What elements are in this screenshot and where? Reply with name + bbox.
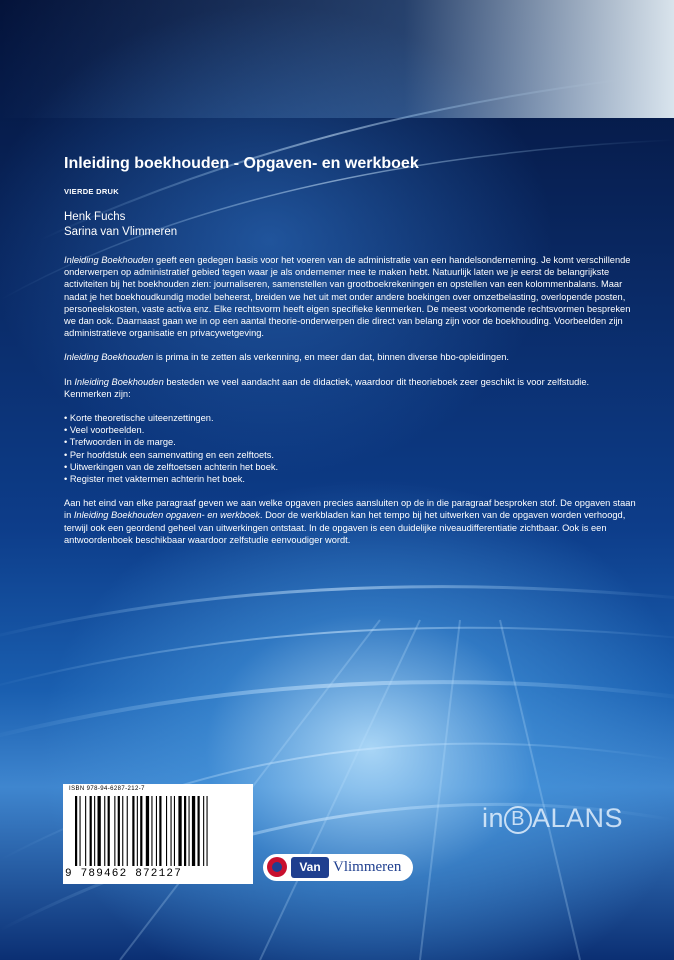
blurb-paragraph [64,376,636,400]
series-logo [482,803,623,834]
author-name: Henk Fuchs [64,211,126,223]
barcode-bar [104,796,105,866]
feature-item: • Korte theoretische uiteenzettingen. [64,412,636,424]
barcode-bar [75,796,77,866]
barcode-bar [146,796,149,866]
paragraph-text: . Door de werkbladen kan het tempo bij het uitwerken van de opgaven worden verhoogd, terwijl ook een geordend geheel van uitwerkingen ontstaat. In de opgaven is een duidelijke niveaudifferentiatie zichtbaar. Ook is een antwoordenboek beschikbaar waardoor zelfstudie eenvoudiger wordt. [64,510,626,545]
blurb-paragraph [64,497,636,546]
barcode-bar [174,796,175,866]
paragraph-text: In [64,376,75,387]
publisher-emblem-icon [267,857,287,877]
isbn-digits: 9 789462 872127 [65,868,183,880]
barcode-bar [98,796,101,866]
barcode-bar [192,796,195,866]
barcode-bar [166,796,167,866]
barcode-bars [75,796,245,866]
series-logo-b-circle: B [504,806,532,834]
barcode-bar [178,796,181,866]
isbn-label: ISBN 978-94-6287-212-7 [69,786,145,792]
paragraph-text: is prima in te zetten als verkenning, en meer dan dat, binnen diverse hbo-opleidingen. [153,352,510,363]
paragraph-text: besteden we veel aandacht aan de didactiek, waardoor dit theorieboek zeer geschikt is voor zelfstudie. Kenmerken zijn: [64,376,590,399]
blurb [64,254,636,546]
barcode-bar [156,796,157,866]
blurb-paragraph [64,254,636,339]
publisher-name: Vlimmeren [333,859,402,875]
barcode-bar [171,796,172,866]
barcode-bar [207,796,208,866]
barcode-bar [90,796,92,866]
barcode-bar [198,796,200,866]
barcode-bar [189,796,190,866]
barcode-bar [85,796,86,866]
book-title: Inleiding boekhouden - Opgaven- en werkboek [64,155,419,172]
feature-item: • Register met vaktermen achterin het boek. [64,473,636,485]
feature-item: • Uitwerkingen van de zelftoetsen achterin het boek. [64,461,636,473]
paragraph-text: geeft een gedegen basis voor het voeren van de administratie van een handelsonderneming. Je komt verschillende onderwerpen op administratief gebied tegen waar je als ondernemer mee te maken hebt. Natuurlijk laten we je eerst de belangrijkste activiteiten bij het boekhouden zien: journaliseren, samenstellen van grootboekrekeningen en opstellen van een kolommenbalans. Maar nadat je het boekhoudkundig model beheerst, breiden we het uit met onder andere boekingen over omzetbelasting, overlopende posten, personeelskosten, vaste activa enz. Elke rechtsvorm heeft eigen specifieke kenmerken. De meest voorkomende rechtsvormen bespreken we dan ook. Daarnaast gaan we in op een aantal theorie-onderwerpen die direct van belang zijn voor de boekhouding. Voorbeelden zijn administratieve organisatie en privacywetgeving. [64,255,631,339]
barcode-bar [114,796,115,866]
barcode-bar [132,796,134,866]
barcode-bar [118,796,120,866]
barcode-bar [94,796,95,866]
back-cover-text [64,155,636,558]
barcode-bar [137,796,138,866]
barcode-bar [140,796,142,866]
author-list [64,210,636,240]
isbn-barcode [63,784,253,884]
barcode-bar [122,796,123,866]
top-glow-band [0,0,674,118]
publisher-logo [263,854,413,881]
barcode-bar [151,796,152,866]
feature-item: • Per hoofdstuk een samenvatting en een zelftoets. [64,449,636,461]
blurb-paragraph [64,351,636,363]
edition-label: VIERDE DRUK [64,187,119,196]
author-name: Sarina van Vlimmeren [64,226,178,238]
barcode-bar [108,796,110,866]
book-reference: Inleiding Boekhouden [64,255,154,265]
paragraph-text: Aan het eind van elke paragraaf geven we aan welke opgaven precies aansluiten op de in die paragraaf besproken stof. De opgaven staan in [64,498,636,521]
book-reference: Inleiding Boekhouden [64,352,154,363]
feature-item: • Trefwoorden in de marge. [64,436,636,448]
barcode-bar [80,796,81,866]
barcode-bar [159,796,161,866]
feature-list [64,412,636,485]
feature-item: • Veel voorbeelden. [64,424,636,436]
publisher-van: Van [291,857,329,878]
barcode-bar [184,796,186,866]
series-logo-suffix: ALANS [532,803,624,833]
barcode-bar [203,796,204,866]
book-reference: Inleiding Boekhouden opgaven- en werkboek [73,510,260,521]
book-reference: Inleiding Boekhouden [74,376,164,387]
barcode-bar [127,796,128,866]
series-logo-prefix: in [482,803,505,833]
